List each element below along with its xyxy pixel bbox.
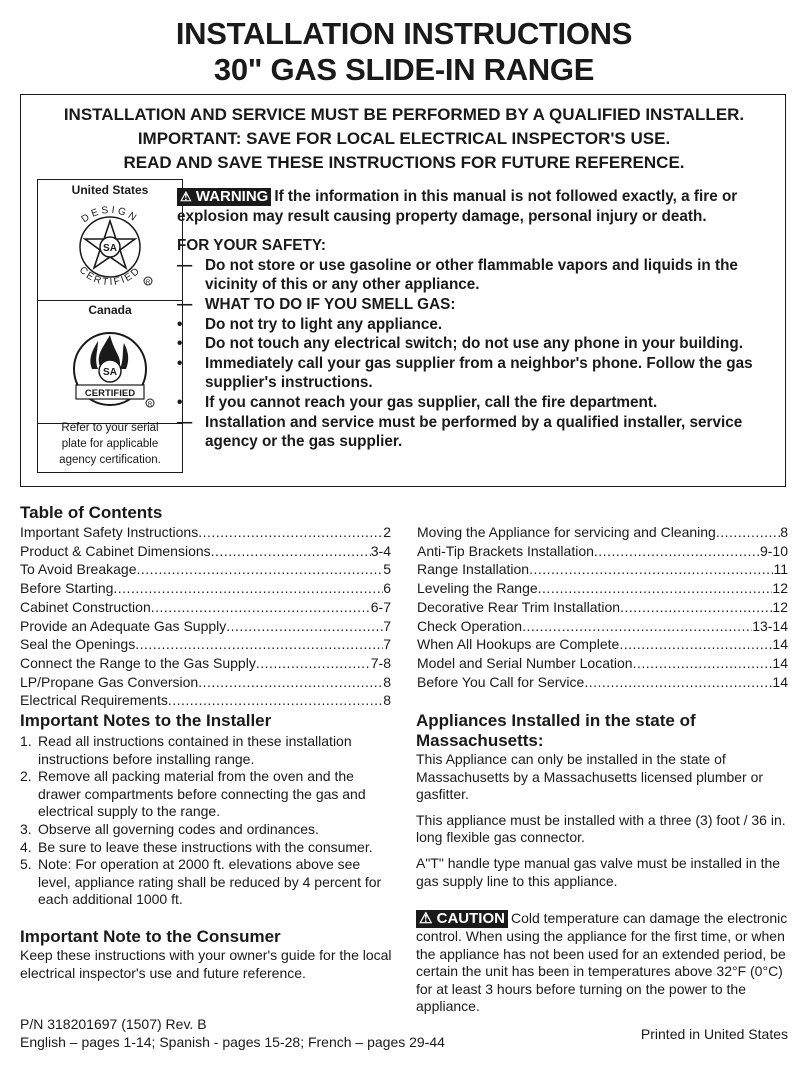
safety-item: — Installation and service must be performed by a qualified installer, service agency or the gas supplier. <box>177 413 743 451</box>
title-line-2: 30" GAS SLIDE-IN RANGE <box>213 52 595 87</box>
toc-entry[interactable]: Leveling the Range ..... 12 <box>417 579 788 598</box>
toc-entry[interactable]: Check Operation ..... 13-14 <box>417 617 788 636</box>
safety-item: — WHAT TO DO IF YOU SMELL GAS: <box>177 295 456 313</box>
installer-note: 4. Be sure to leave these instructions with the consumer. <box>20 838 373 855</box>
caution-badge: ⚠ CAUTION <box>416 910 508 928</box>
toc-entry[interactable]: Cabinet Construction ..... 6-7 <box>20 598 391 617</box>
canada-label: Canada <box>88 303 132 317</box>
csa-flame-certified-icon <box>58 321 162 413</box>
language-pages: English – pages 1-14; Spanish - pages 15-28; French – pages 29-44 <box>20 1034 445 1050</box>
massachusetts-paragraph: A"T" handle type manual gas valve must be installed in the gas supply line to this appliance. <box>416 854 781 889</box>
installer-note: 3. Observe all governing codes and ordinances. <box>20 820 319 837</box>
toc-entry[interactable]: Seal the Openings ..... 7 <box>20 635 391 654</box>
safety-item: • If you cannot reach your gas supplier, call the fire department. <box>177 393 658 411</box>
toc-entry[interactable]: Moving the Appliance for servicing and Cleaning ..... 8 <box>417 523 788 542</box>
toc-entry[interactable]: Electrical Requirements ..... 8 <box>20 691 391 710</box>
installer-banner <box>21 103 787 175</box>
design-certified-seal-icon <box>58 201 162 291</box>
banner-line-1: INSTALLATION AND SERVICE MUST BE PERFORMED BY A QUALIFIED INSTALLER. <box>63 105 745 124</box>
safety-warning <box>177 187 777 452</box>
safety-item: — Do not store or use gasoline or other flammable vapors and liquids in the vicinity of this or any other appliance. <box>177 256 738 294</box>
installer-note: 5. Note: For operation at 2000 ft. elevations above see level, appliance rating shall be reduced by 4 percent for each additional 1000 ft. <box>20 856 382 908</box>
consumer-note-text: Keep these instructions with your owner's guide for the local electrical inspector's use and future reference. <box>20 947 392 981</box>
massachusetts-paragraph: This Appliance can only be installed in the state of Massachusetts by a Massachusetts licensed plumber or gasfitter. <box>416 751 764 803</box>
svg-text:R: R <box>145 280 151 286</box>
canada-certification <box>38 300 182 424</box>
toc-entry[interactable]: Decorative Rear Trim Installation ..... 12 <box>417 598 788 617</box>
seal-ring-top: DESIGN <box>79 204 141 226</box>
safety-heading: FOR YOUR SAFETY: <box>177 237 327 255</box>
warning-badge: ⚠ WARNING <box>177 188 271 206</box>
warning-text: If the information in this manual is not followed exactly, a fire or explosion may result causing property damage, personal injury or death. <box>177 188 738 225</box>
toc-entry[interactable]: Model and Serial Number Location ..... 14 <box>417 654 788 673</box>
massachusetts-heading: Appliances Installed in the state of Massachusetts: <box>416 711 696 750</box>
toc-entry[interactable]: Product & Cabinet Dimensions ..... 3-4 <box>20 542 391 561</box>
toc-entry[interactable]: Important Safety Instructions ..... 2 <box>20 523 391 542</box>
toc-left-column <box>20 523 391 710</box>
installer-notes-heading: Important Notes to the Installer <box>20 711 272 730</box>
caution-triangle-icon: ⚠ <box>419 910 433 927</box>
printed-in: Printed in United States <box>640 1026 788 1042</box>
safety-item: • Do not try to light any appliance. <box>177 315 443 333</box>
warning-statement <box>177 187 777 226</box>
warning-box <box>20 94 786 487</box>
certification-note: Refer to your serial plate for applicable agency certification. <box>59 422 161 466</box>
installer-notes-list <box>20 733 392 909</box>
toc-entry[interactable]: When All Hookups are Complete ..... 14 <box>417 635 788 654</box>
toc-entry[interactable]: To Avoid Breakage ..... 5 <box>20 560 391 579</box>
toc-entry[interactable]: LP/Propane Gas Conversion ..... 8 <box>20 673 391 692</box>
toc-entry[interactable]: Provide an Adequate Gas Supply ..... 7 <box>20 617 391 636</box>
installer-notes-section <box>20 711 392 909</box>
toc-entry[interactable]: Before You Call for Service ..... 14 <box>417 673 788 692</box>
title-line-1: INSTALLATION INSTRUCTIONS <box>175 16 633 51</box>
document-title <box>0 16 808 88</box>
massachusetts-section <box>416 711 792 898</box>
toc-right-column <box>417 523 788 691</box>
us-label: United States <box>71 183 149 197</box>
csa-certified-label: CERTIFIED <box>84 388 136 399</box>
toc-entry[interactable]: Connect the Range to the Gas Supply ..... 7-8 <box>20 654 391 673</box>
installer-note: 2. Remove all packing material from the oven and the drawer compartments before connecting the gas and electrical supply to the range. <box>20 768 366 820</box>
us-certification <box>38 180 182 301</box>
toc-heading: Table of Contents <box>20 503 163 522</box>
certification-column <box>37 179 183 473</box>
safety-item: • Do not touch any electrical switch; do not use any phone in your building. <box>177 335 743 353</box>
consumer-note-heading: Important Note to the Consumer <box>20 927 281 946</box>
toc-entry[interactable]: Anti-Tip Brackets Installation ..... 9-10 <box>417 542 788 561</box>
safety-item: • Immediately call your gas supplier from a neighbor's phone. Follow the gas supplier's instructions. <box>177 354 753 392</box>
svg-text:R: R <box>147 402 153 408</box>
toc-entry[interactable]: Range Installation ..... 11 <box>417 560 788 579</box>
consumer-note-section <box>20 927 392 982</box>
banner-line-2: IMPORTANT: SAVE FOR LOCAL ELECTRICAL INSPECTOR'S USE. <box>137 129 671 148</box>
seal-ring-bottom: CERTIFIED <box>76 264 144 289</box>
seal-mark: SA <box>103 243 117 254</box>
csa-mark: SA <box>103 367 117 378</box>
massachusetts-paragraph: This appliance must be installed with a three (3) foot / 36 in. long flexible gas connector. <box>416 811 786 846</box>
warning-triangle-icon: ⚠ <box>180 189 192 204</box>
caution-section <box>416 910 792 1016</box>
installer-note: 1. Read all instructions contained in these installation instructions before installing range. <box>20 733 352 767</box>
toc-entry[interactable]: Before Starting ..... 6 <box>20 579 391 598</box>
part-number: P/N 318201697 (1507) Rev. B <box>20 1016 207 1032</box>
caution-text: Cold temperature can damage the electronic control. When using the appliance for the first time, or when the appliance has not been used for an extended period, be certain the unit has been in temperatures above 32°F (0°C) for at least 3 hours before turning on the power to the appliance. <box>416 910 788 1015</box>
banner-line-3: READ AND SAVE THESE INSTRUCTIONS FOR FUTURE REFERENCE. <box>123 153 685 172</box>
